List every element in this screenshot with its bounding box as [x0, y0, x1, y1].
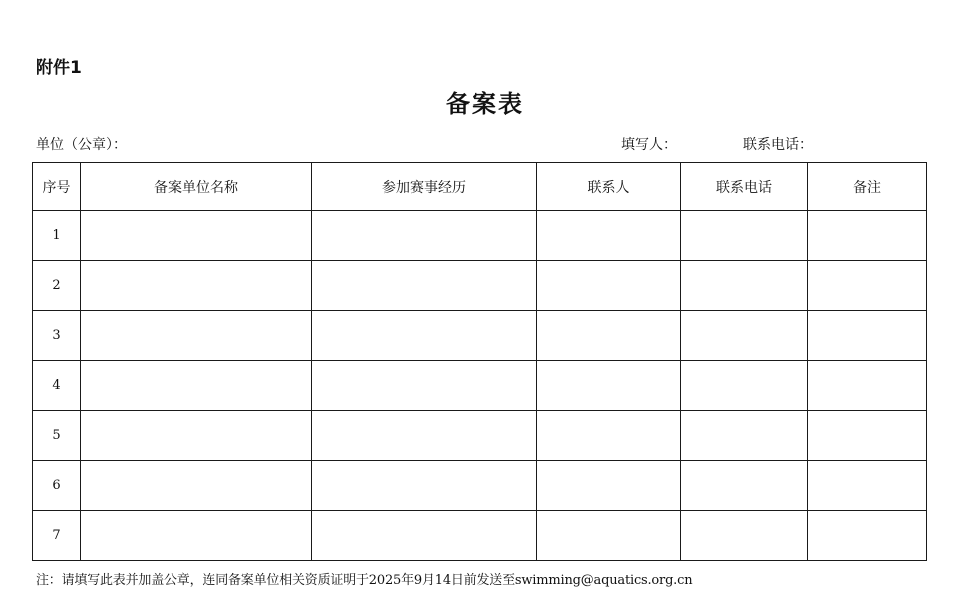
contact-phone-cell[interactable]: [681, 361, 808, 411]
table-row: [33, 511, 927, 561]
contact-person-cell[interactable]: [537, 261, 681, 311]
column-header-contact-phone: 联系电话: [681, 163, 808, 211]
unit-name-cell[interactable]: [81, 461, 312, 511]
unit-seal-label: 单位（公章）：: [36, 137, 127, 153]
contact-person-cell[interactable]: [537, 411, 681, 461]
unit-name-cell[interactable]: [81, 411, 312, 461]
filler-label: 填写人：: [621, 137, 677, 153]
table-row: [33, 411, 927, 461]
competition-experience-cell[interactable]: [312, 461, 537, 511]
footer-note: 注：请填写此表并加盖公章，连同备案单位相关资质证明于2025年9月14日前发送至swimming@aquatics.org.cn: [36, 573, 693, 588]
column-header-contact-person: 联系人: [537, 163, 681, 211]
contact-phone-cell[interactable]: [681, 411, 808, 461]
column-header-unit-name: 备案单位名称: [81, 163, 312, 211]
table-row: [33, 261, 927, 311]
remarks-cell[interactable]: [808, 461, 927, 511]
remarks-cell[interactable]: [808, 361, 927, 411]
contact-phone-cell[interactable]: [681, 261, 808, 311]
table-row: [33, 211, 927, 261]
contact-person-cell[interactable]: [537, 511, 681, 561]
row-seq-cell: 1: [33, 211, 81, 261]
remarks-cell[interactable]: [808, 511, 927, 561]
competition-experience-cell[interactable]: [312, 211, 537, 261]
unit-name-cell[interactable]: [81, 361, 312, 411]
contact-phone-cell[interactable]: [681, 511, 808, 561]
table-row: [33, 461, 927, 511]
remarks-cell[interactable]: [808, 211, 927, 261]
unit-name-cell[interactable]: [81, 261, 312, 311]
competition-experience-cell[interactable]: [312, 361, 537, 411]
remarks-cell[interactable]: [808, 261, 927, 311]
competition-experience-cell[interactable]: [312, 311, 537, 361]
table-header-row: [33, 163, 927, 211]
contact-person-cell[interactable]: [537, 311, 681, 361]
competition-experience-cell[interactable]: [312, 511, 537, 561]
competition-experience-cell[interactable]: [312, 411, 537, 461]
remarks-cell[interactable]: [808, 311, 927, 361]
row-seq-cell: 7: [33, 511, 81, 561]
contact-phone-cell[interactable]: [681, 311, 808, 361]
row-seq-cell: 6: [33, 461, 81, 511]
contact-person-cell[interactable]: [537, 361, 681, 411]
contact-phone-cell[interactable]: [681, 461, 808, 511]
remarks-cell[interactable]: [808, 411, 927, 461]
attachment-label: 附件1: [36, 58, 82, 78]
column-header-remarks: 备注: [808, 163, 927, 211]
contact-phone-label: 联系电话：: [743, 137, 813, 153]
unit-name-cell[interactable]: [81, 311, 312, 361]
row-seq-cell: 4: [33, 361, 81, 411]
row-seq-cell: 5: [33, 411, 81, 461]
column-header-seq: 序号: [33, 163, 81, 211]
column-header-competition-experience: 参加赛事经历: [312, 163, 537, 211]
contact-person-cell[interactable]: [537, 461, 681, 511]
table-row: [33, 311, 927, 361]
unit-name-cell[interactable]: [81, 211, 312, 261]
row-seq-cell: 2: [33, 261, 81, 311]
record-table: [32, 162, 927, 561]
contact-phone-cell[interactable]: [681, 211, 808, 261]
unit-name-cell[interactable]: [81, 511, 312, 561]
contact-person-cell[interactable]: [537, 211, 681, 261]
row-seq-cell: 3: [33, 311, 81, 361]
competition-experience-cell[interactable]: [312, 261, 537, 311]
table-row: [33, 361, 927, 411]
page-title: 备案表: [446, 89, 524, 118]
